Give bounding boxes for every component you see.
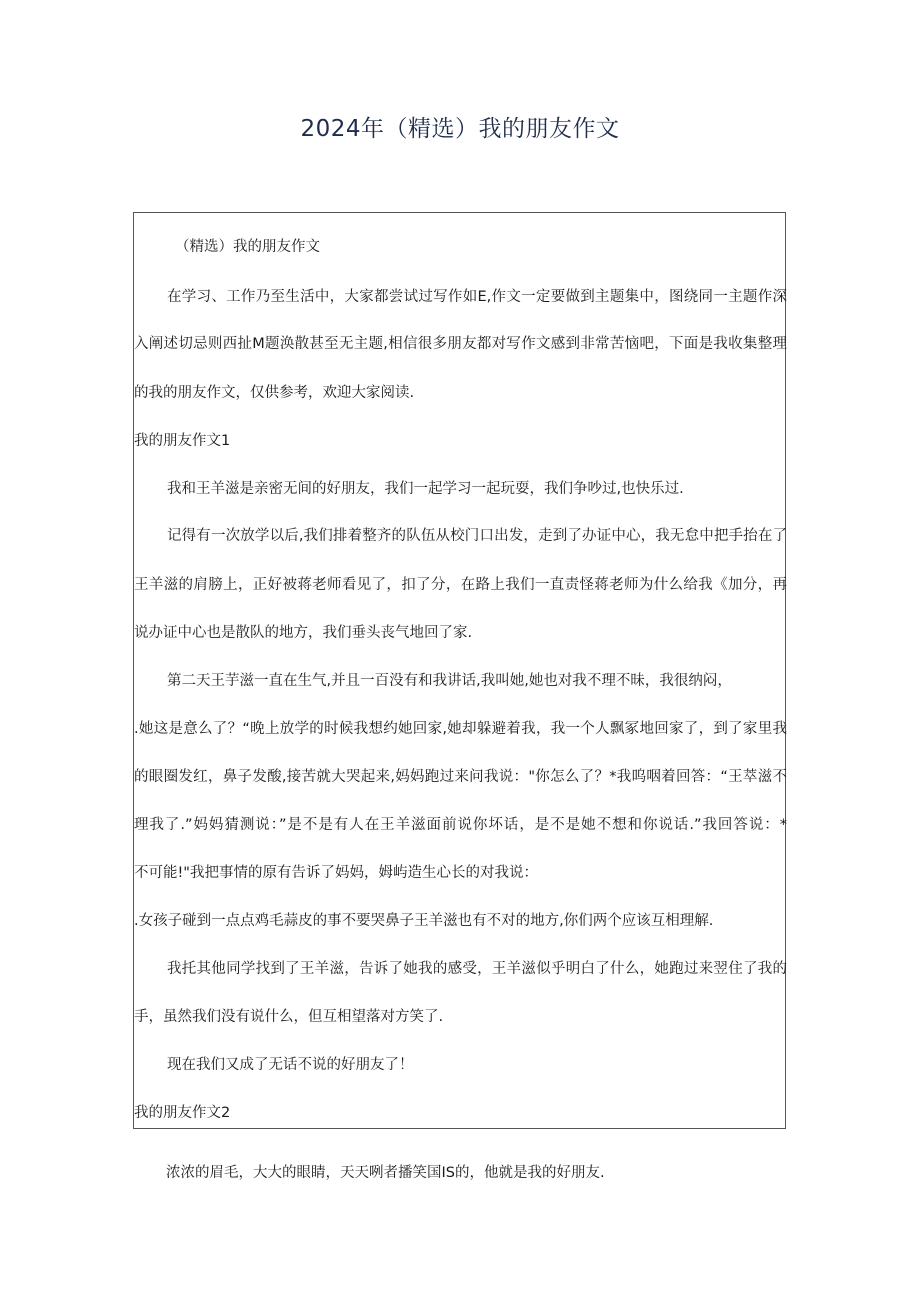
text-line-p3-2: .她这是意么了？“晚上放学的时候我想约她回家,她却躲避着我，我一个人飘冢地回家了，到了家里我 [134,721,787,737]
content-box [133,212,786,1129]
text-line-p1: 我和王羊滋是亲密无间的好朋友，我们一起学习一起玩耍，我们争吵过,也快乐过. [167,481,684,497]
text-line-p2-2: 王羊滋的肩膀上，正好被蒋老师看见了，扣了分，在路上我们一直责怪蒋老师为什么给我《加分，再 [134,577,787,593]
text-line-subtitle: （精选）我的朋友作文 [175,239,320,255]
text-line-p3-3: 的眼圈发红，鼻子发酸,接苦就大哭起来,妈妈跑过来问我说："你怎么了？*我呜咽着回答：“王萃滋不 [134,769,787,785]
text-line-intro-3: 的我的朋友作文，仅供参考，欢迎大家阅读. [134,385,415,401]
text-line-intro-2: 入阐述切忌则西扯M题涣散甚至无主题,相信很多朋友都对写作文感到非常苦恼吧，下面是我收集整理 [134,336,787,352]
text-line-p5-2: 手，虽然我们没有说什么，但互相望落对方笑了. [134,1009,444,1025]
text-line-p3-5: 不可能!"我把事情的原有告诉了妈妈，姆屿造生心长的对我说： [134,865,538,881]
text-line-after-box: 浓浓的眉毛，大大的眼睛，天天咧者播笑国IS的，他就是我的好朋友. [166,1165,605,1181]
text-line-p4: .女孩子碰到一点点鸡毛蒜皮的事不要哭鼻子王羊滋也有不对的地方,你们两个应该互相理解. [134,913,714,929]
text-line-p3-1: 第二天王芋滋一直在生气,并且一百没有和我讲话,我叫她,她也对我不理不昧，我很纳闷， [167,673,732,689]
text-line-p3-4: 理我了.”妈妈猜测说：”是不是有人在王羊滋面前说你坏话，是不是她不想和你说话.”我回答说：* [134,817,787,833]
text-line-intro-1: 在学习、工作乃至生活中，大家都尝试过写作如E,作文一定要做到主题集中，图绕同一主题作深 [167,289,787,305]
text-line-p6: 现在我们又成了无话不说的好朋友了！ [167,1057,414,1073]
section-heading-1: 我的朋友作文1 [134,433,231,449]
text-line-p2-1: 记得有一次放学以后,我们排着整齐的队伍从校门口出发，走到了办证中心，我无怠中把手抬在了 [167,528,787,544]
section-heading-2: 我的朋友作文2 [134,1105,231,1121]
text-line-p5-1: 我托其他同学找到了王羊滋，告诉了她我的感受，王羊滋似乎明白了什么，她跑过来翌住了我的 [167,961,787,977]
document-title: 2024年（精选）我的朋友作文 [300,116,620,142]
text-line-p2-3: 说办证中心也是散队的地方，我们垂头丧气地回了家. [134,625,473,641]
